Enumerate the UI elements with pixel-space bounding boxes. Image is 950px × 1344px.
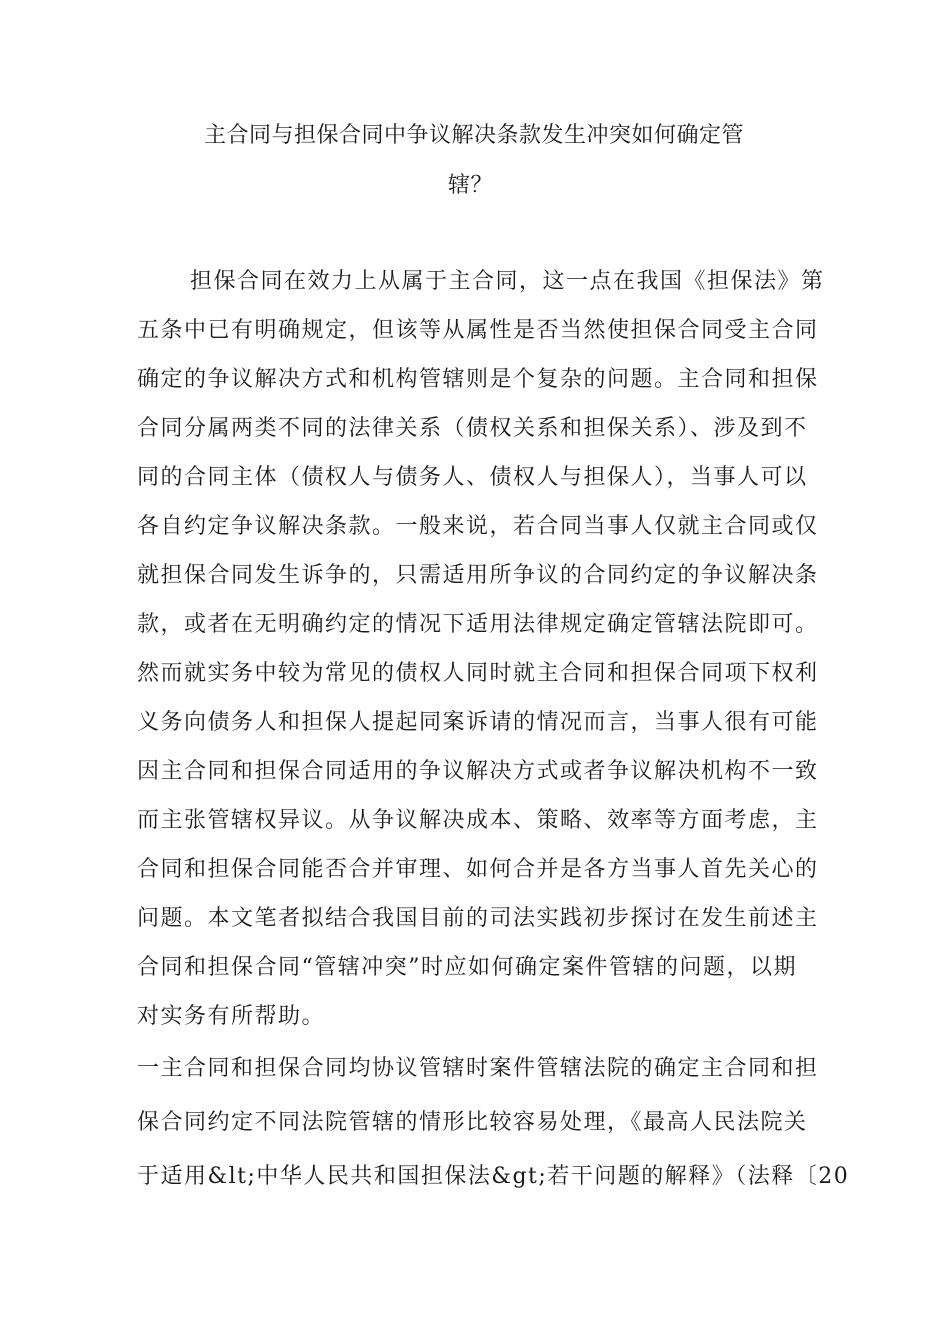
paragraph-1-line-12: 而主张管辖权异议。从争议解决成本、策略、效率等方面考虑，主 (137, 808, 819, 833)
paragraph-1-line-11: 因主合同和担保合同适用的争议解决方式或者争议解决机构不一致 (137, 759, 819, 784)
paragraph-1-line-8: 款，或者在无明确约定的情况下适用法律规定确定管辖法院即可。 (137, 612, 819, 637)
paragraph-2-line-3: 于适用&lt;中华人民共和国担保法&gt;若干问题的解释》（法释〔20 (137, 1164, 850, 1189)
document-title-line-2: 辖？ (448, 173, 494, 198)
paragraph-1-line-6: 各自约定争议解决条款。一般来说，若合同当事人仅就主合同或仅 (137, 514, 819, 539)
paragraph-1-line-13: 合同和担保合同能否合并审理、如何合并是各方当事人首先关心的 (137, 857, 819, 882)
paragraph-1-line-9: 然而就实务中较为常见的债权人同时就主合同和担保合同项下权利 (137, 661, 819, 686)
paragraph-1-line-7: 就担保合同发生诉争的，只需适用所争议的合同约定的争议解决条 (137, 563, 819, 588)
paragraph-1-line-15: 合同和担保合同“管辖冲突”时应如何确定案件管辖的问题，以期 (137, 955, 797, 980)
paragraph-2-line-1: 一主合同和担保合同均协议管辖时案件管辖法院的确定主合同和担 (137, 1056, 819, 1081)
paragraph-1-line-16: 对实务有所帮助。 (137, 1004, 326, 1029)
paragraph-1-line-2: 五条中已有明确规定，但该等从属性是否当然使担保合同受主合同 (137, 318, 819, 343)
paragraph-1-line-14: 问题。本文笔者拟结合我国目前的司法实践初步探讨在发生前述主 (137, 906, 819, 931)
document-title-line-1: 主合同与担保合同中争议解决条款发生冲突如何确定管 (204, 123, 745, 148)
paragraph-1-line-5: 同的合同主体（债权人与债务人、债权人与担保人），当事人可以 (137, 465, 808, 490)
paragraph-1-line-10: 义务向债务人和担保人提起同案诉请的情况而言，当事人很有可能 (137, 710, 819, 735)
paragraph-1-line-3: 确定的争议解决方式和机构管辖则是个复杂的问题。主合同和担保 (137, 367, 819, 392)
paragraph-2-line-2: 保合同约定不同法院管辖的情形比较容易处理，《最高人民法院关 (137, 1110, 808, 1135)
paragraph-1-line-4: 合同分属两类不同的法律关系（债权关系和担保关系）、涉及到不 (137, 416, 808, 441)
paragraph-1-line-1: 担保合同在效力上从属于主合同，这一点在我国《担保法》第 (190, 269, 825, 294)
